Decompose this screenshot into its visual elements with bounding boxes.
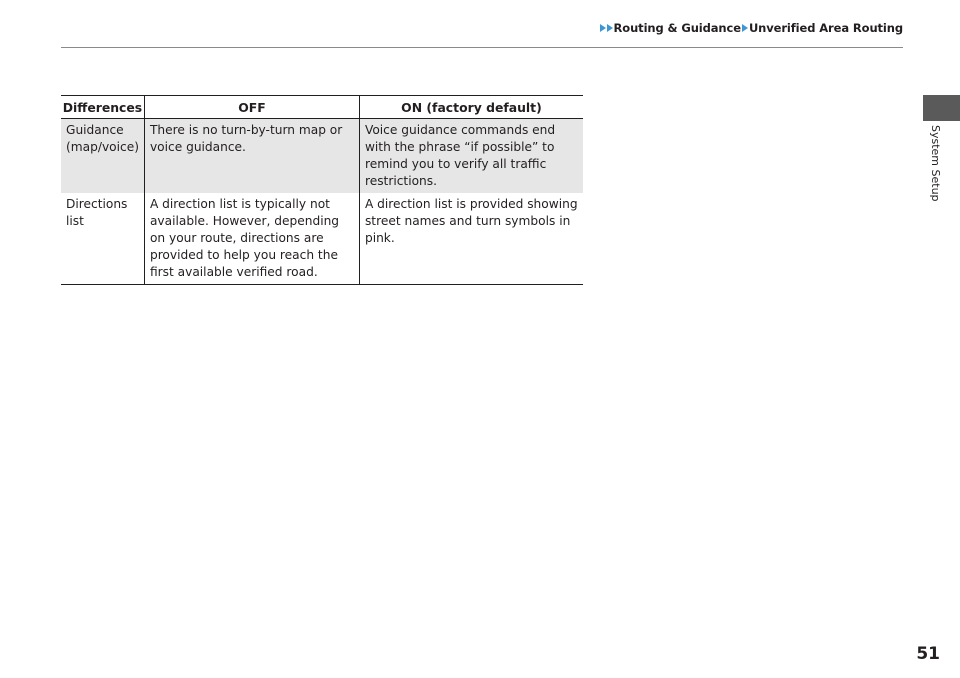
cell-guidance-on: Voice guidance commands end with the phrase “if possible” to remind you to verify all traffic restrictions. [359,119,583,194]
table-row [61,193,583,285]
header-divider [61,47,903,48]
section-label: System Setup [929,125,942,202]
column-header-on: ON (factory default) [359,96,583,119]
triangle-right-icon [607,24,613,32]
triangle-right-icon [600,24,606,32]
column-header-off: OFF [144,96,359,119]
row-label-directions-list: Directions list [61,193,144,285]
breadcrumb [600,21,903,35]
breadcrumb-item-unverified-area-routing[interactable]: Unverified Area Routing [748,21,903,35]
cell-guidance-off: There is no turn-by-turn map or voice guidance. [144,119,359,194]
breadcrumb-item-routing-guidance[interactable]: Routing & Guidance [613,21,741,35]
page-number: 51 [916,644,940,664]
row-label-guidance: Guidance (map/voice) [61,119,144,194]
cell-directions-on: A direction list is provided showing street names and turn symbols in pink. [359,193,583,285]
triangle-right-icon [742,24,748,32]
cell-directions-off: A direction list is typically not available. However, depending on your route, directions are provided to help you reach the first available verified road. [144,193,359,285]
table-row [61,119,583,194]
section-tab [923,95,960,121]
differences-table [61,95,583,285]
table-header-row [61,96,583,119]
column-header-differences: Differences [61,96,144,119]
